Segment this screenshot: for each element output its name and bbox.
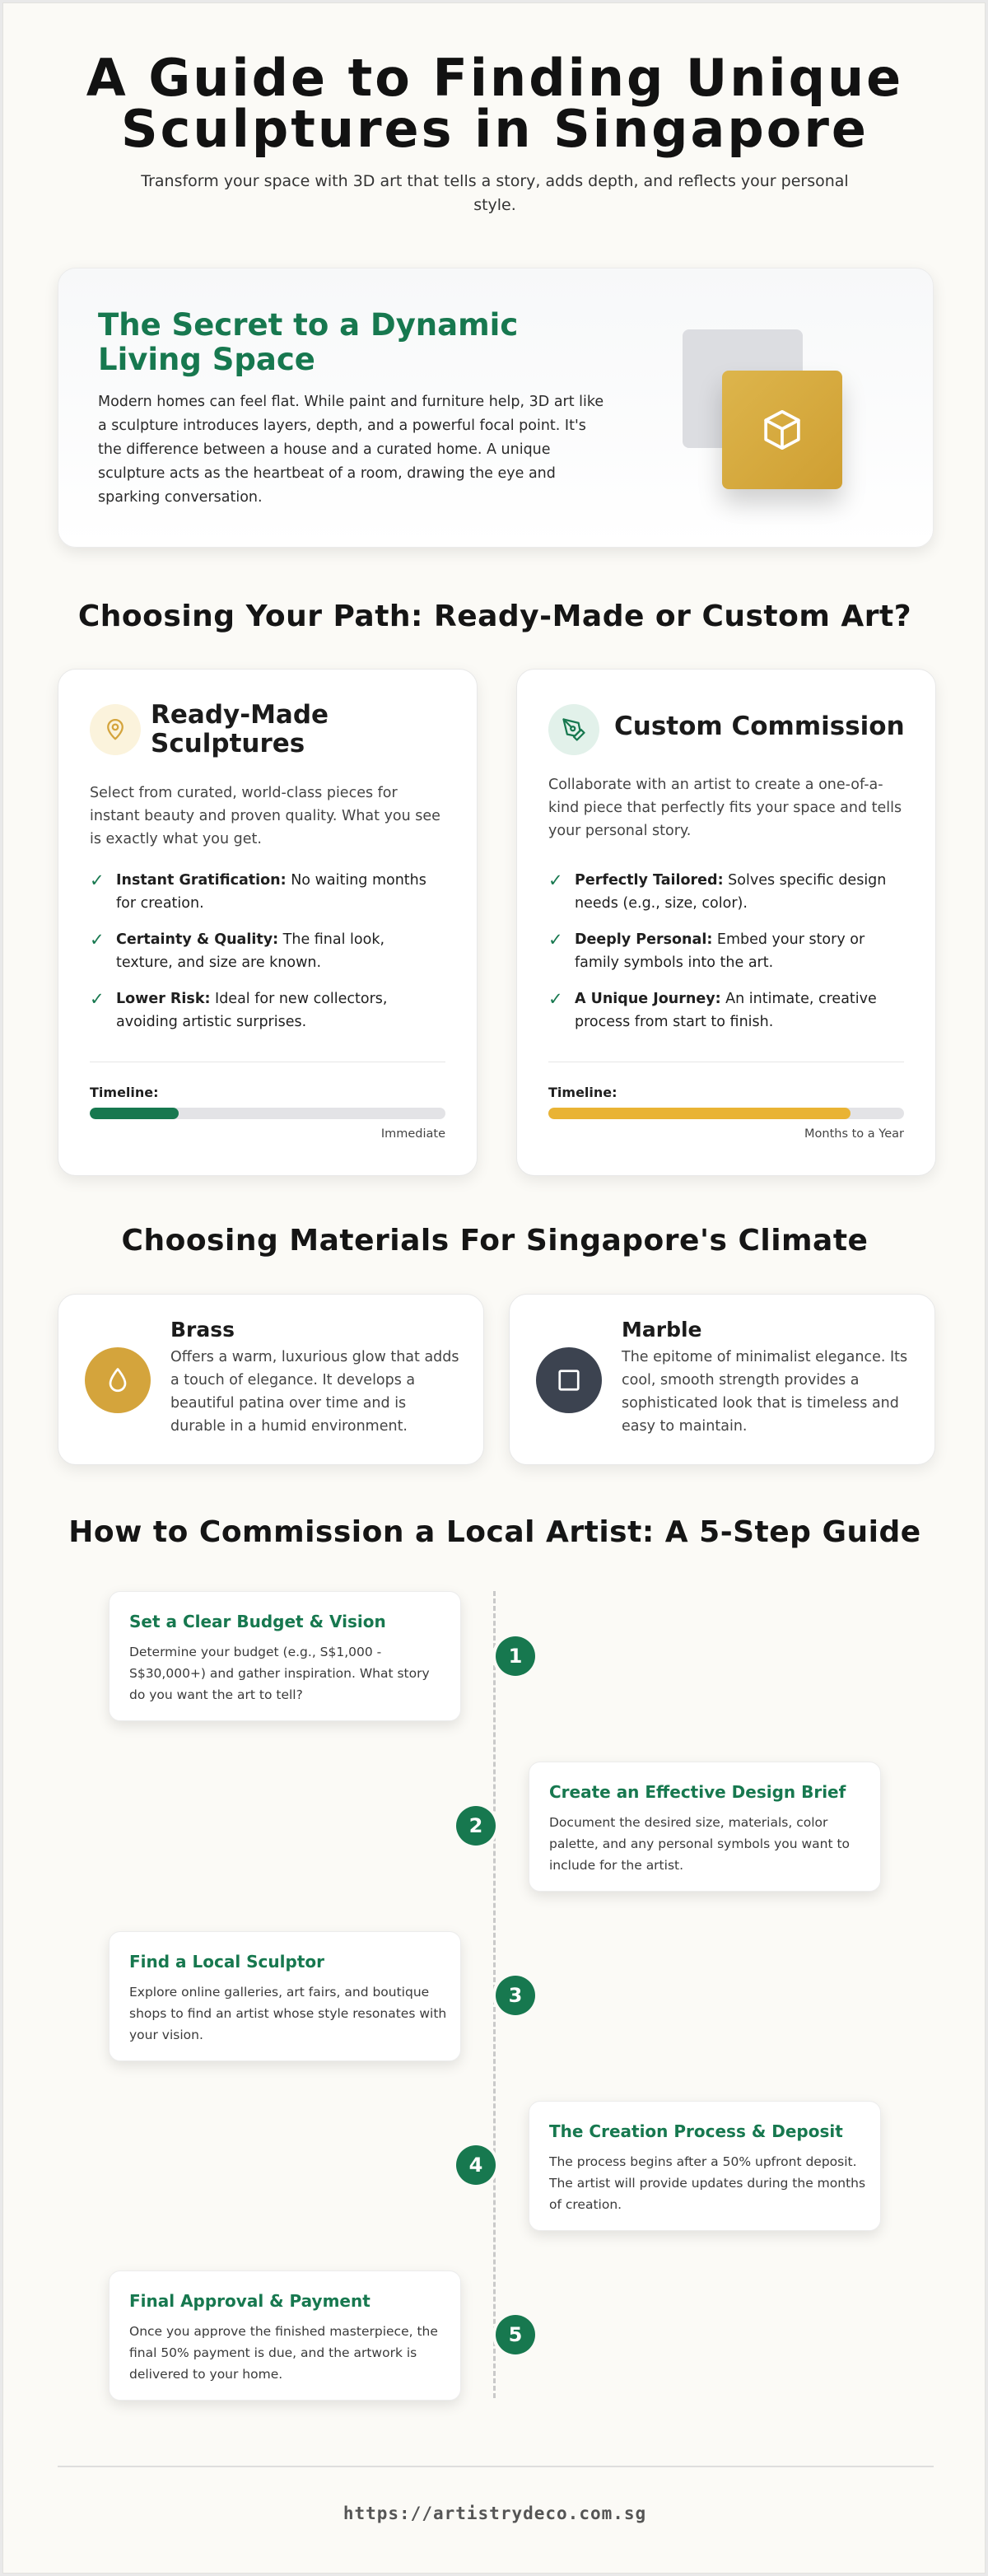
brass-icon-badge	[85, 1347, 151, 1413]
footer-link[interactable]: https://artistrydeco.com.sg	[343, 2504, 647, 2523]
step-text: The process begins after a 50% upfront deposit. The artist will provide updates during the months of creation.	[549, 2154, 866, 2212]
step-card	[529, 2101, 881, 2231]
intro-text: Modern homes can feel flat. While paint and furniture help, 3D art like a sculpture introduces layers, depth, and a powerful focal point. It's the difference between a house and a curated home. A unique sculpture acts as the heartbeat of a room, drawing the eye and sparking conversation.	[98, 394, 604, 506]
step-number-badge: 5	[496, 2315, 535, 2354]
ready-made-title: Ready-Made Sculptures	[151, 700, 329, 758]
timeline-progress-fill	[90, 1108, 179, 1119]
feature-bold: Deeply Personal:	[575, 931, 713, 948]
footer-divider	[58, 2466, 934, 2467]
ready-made-description: Select from curated, world-class pieces for instant beauty and proven quality. What you see is exactly what you get.	[90, 785, 440, 847]
page-subtitle: Transform your space with 3D art that tells a story, adds depth, and reflects your personal style.	[141, 172, 849, 214]
feature-text: An intimate, creative process from start to finish.	[575, 991, 877, 1030]
intro-title: The Secret to a Dynamic Living Space	[98, 307, 519, 377]
timeline-progress-fill	[548, 1108, 851, 1119]
step-title: The Creation Process & Deposit	[549, 2121, 843, 2141]
pen-tool-icon	[562, 717, 586, 742]
check-icon: ✓	[90, 870, 105, 890]
materials-section-title: Choosing Materials For Singapore's Climate	[121, 1224, 869, 1258]
check-icon: ✓	[548, 989, 563, 1009]
material-name: Brass	[170, 1318, 235, 1342]
droplet-icon	[103, 1365, 133, 1395]
step-card	[109, 1591, 461, 1721]
feature-bold: Perfectly Tailored:	[575, 872, 724, 889]
step-number-badge: 3	[496, 1976, 535, 2015]
step-text: Determine your budget (e.g., S$1,000 - S$30,000+) and gather inspiration. What story do you want the art to tell?	[129, 1645, 430, 1702]
feature-text: Ideal for new collectors, avoiding artistic surprises.	[116, 991, 388, 1030]
custom-description: Collaborate with an artist to create a one-of-a-kind piece that perfectly fits your space and tells your personal story.	[548, 777, 902, 839]
page	[2, 2, 986, 2574]
step-text: Once you approve the finished masterpiece, the final 50% payment is due, and the artwork is delivered to your home.	[129, 2324, 438, 2382]
timeline-label: Timeline:	[548, 1085, 618, 1100]
steps-section-title: How to Commission a Local Artist: A 5-Step Guide	[68, 1515, 921, 1549]
intro-cube-tile	[722, 371, 842, 489]
feature-text: Solves specific design needs (e.g., size, color).	[575, 872, 887, 912]
step-number-badge: 1	[496, 1636, 535, 1676]
square-icon	[554, 1365, 584, 1395]
feature-text: Embed your story or family symbols into the art.	[575, 931, 865, 971]
intro-card	[58, 268, 934, 548]
ready-made-card	[58, 669, 478, 1176]
step-title: Find a Local Sculptor	[129, 1952, 324, 1972]
page-title-line-2: Sculptures in Singapore	[121, 99, 869, 159]
step-card	[109, 2270, 461, 2401]
timeline-value: Months to a Year	[804, 1127, 904, 1141]
feature-text: The final look, texture, and size are known.	[116, 931, 385, 971]
paths-section-title: Choosing Your Path: Ready-Made or Custom Art?	[77, 600, 912, 633]
cube-icon	[759, 407, 805, 453]
material-description: Offers a warm, luxurious glow that adds a touch of elegance. It develops a beautiful patina over time and is durable in a humid environment.	[170, 1349, 459, 1435]
material-name: Marble	[622, 1318, 702, 1342]
step-text: Explore online galleries, art fairs, and boutique shops to find an artist whose style resonates with your vision.	[129, 1985, 447, 2042]
material-description: The epitome of minimalist elegance. Its cool, smooth strength provides a sophisticated look that is timeless and easy to maintain.	[622, 1349, 908, 1435]
check-icon: ✓	[548, 870, 563, 890]
marble-icon-badge	[536, 1347, 602, 1413]
custom-title: Custom Commission	[614, 712, 905, 741]
step-text: Document the desired size, materials, color palette, and any personal symbols you want to include for the artist.	[549, 1815, 851, 1873]
feature-text: No waiting months for creation.	[116, 872, 426, 912]
material-card-brass	[58, 1294, 484, 1465]
timeline-progress-bar	[548, 1108, 904, 1119]
check-icon: ✓	[90, 989, 105, 1009]
custom-icon-badge	[548, 704, 599, 755]
material-card-marble	[509, 1294, 935, 1465]
step-title: Create an Effective Design Brief	[549, 1782, 846, 1802]
timeline-progress-bar	[90, 1108, 445, 1119]
step-number-badge: 2	[456, 1806, 496, 1846]
feature-bold: A Unique Journey:	[575, 991, 721, 1007]
step-card	[109, 1931, 461, 2061]
ready-made-icon-badge	[90, 704, 141, 755]
check-icon: ✓	[90, 930, 105, 950]
check-icon: ✓	[548, 930, 563, 950]
timeline-label: Timeline:	[90, 1085, 159, 1100]
step-card	[529, 1762, 881, 1892]
step-title: Final Approval & Payment	[129, 2291, 370, 2311]
feature-bold: Lower Risk:	[116, 991, 211, 1007]
step-title: Set a Clear Budget & Vision	[129, 1612, 386, 1631]
map-pin-icon	[103, 717, 128, 742]
feature-bold: Certainty & Quality:	[116, 931, 279, 948]
page-title	[3, 48, 986, 159]
step-number-badge: 4	[456, 2145, 496, 2185]
feature-bold: Instant Gratification:	[116, 872, 287, 889]
page-title-line-1: A Guide to Finding Unique	[86, 48, 904, 108]
timeline-value: Immediate	[380, 1127, 445, 1141]
custom-commission-card	[516, 669, 936, 1176]
